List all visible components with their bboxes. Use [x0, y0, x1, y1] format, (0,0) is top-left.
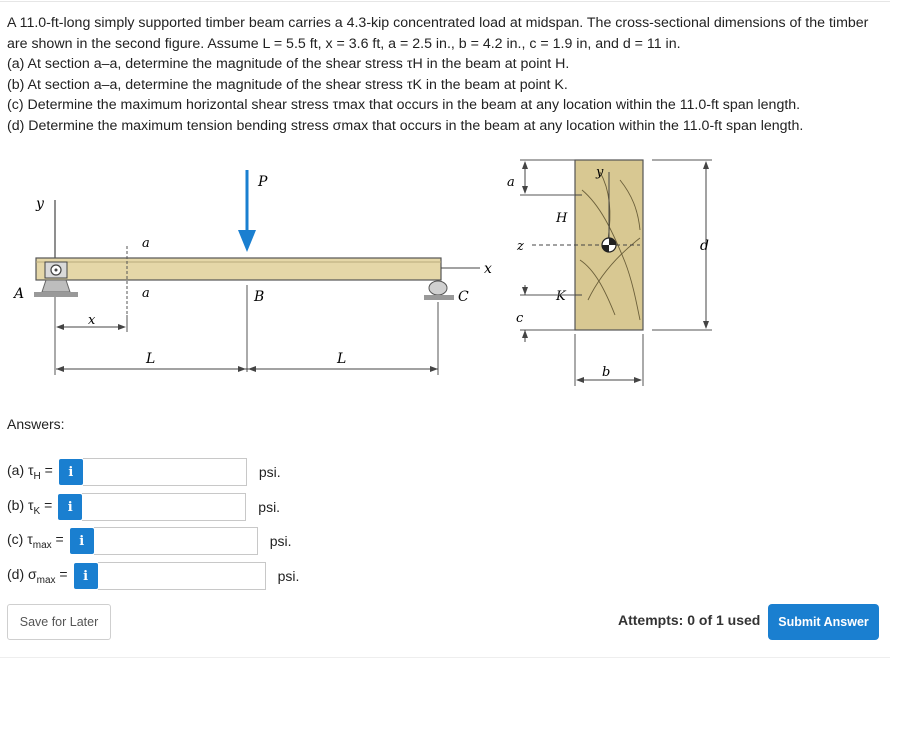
answer-b-label: (b) $\tau_K$ = [7, 497, 53, 517]
info-icon[interactable]: i [58, 494, 82, 520]
problem-intro: A 11.0-ft-long simply supported timber beam carries a 4.3-kip concentrated load at midspan. The cross-sectional dimensions of the timber are shown in the second figure. Assume L = 5.5 ft, x = 3.6 ft, a = 2.5 in., b = 4.2 in., c = 1.9 in, and d = 11 in. [7, 15, 869, 52]
label-L-right: L [337, 351, 347, 367]
beam-figure [0, 150, 901, 390]
label-P: P [258, 174, 268, 190]
load-arrow [238, 230, 256, 252]
label-C: C [458, 289, 469, 305]
beam [36, 258, 441, 280]
answer-row-b [7, 492, 280, 522]
label-a-dim: a [507, 175, 515, 190]
submit-answer-button[interactable]: Submit Answer [768, 604, 879, 640]
problem-part-a: (a) At section a–a, determine the magnitude of the shear stress τH in the beam at point H. [7, 56, 570, 72]
answer-d-label: (d) $\sigma_{max}$ = [7, 566, 68, 586]
answers-heading: Answers: [7, 416, 65, 432]
problem-part-d: (d) Determine the maximum tension bending stress σmax that occurs in the beam at any location within the 11.0-ft span length. [7, 117, 804, 134]
answer-a-label: (a) $\tau_H$ = [7, 462, 53, 482]
label-L-left: L [146, 351, 156, 367]
answer-c-input[interactable] [94, 527, 258, 555]
answer-c-unit: psi. [269, 533, 292, 549]
label-y-section: y [596, 165, 604, 180]
answer-d-unit: psi. [277, 568, 300, 584]
label-c-dim: c [516, 311, 524, 326]
label-x-dim: x [88, 313, 96, 328]
label-a-bottom: a [142, 286, 150, 301]
answer-b-input[interactable] [82, 493, 246, 521]
label-H: H [556, 211, 568, 226]
answer-row-d [7, 561, 299, 591]
answer-b-unit: psi. [258, 499, 281, 515]
answer-a-unit: psi. [258, 464, 281, 480]
label-K: K [556, 289, 566, 304]
label-b-dim: b [602, 365, 611, 380]
info-icon[interactable]: i [74, 563, 98, 589]
problem-part-c: (c) Determine the maximum horizontal shear stress τmax that occurs in the beam at any location within the 11.0-ft span length. [7, 97, 801, 113]
save-for-later-button[interactable]: Save for Later [7, 604, 111, 640]
cross-section [532, 160, 643, 330]
answer-row-c [7, 526, 292, 556]
label-a-top: a [142, 236, 150, 251]
label-y-left: y [36, 196, 44, 212]
answer-c-label: (c) $\tau_{max}$ = [7, 531, 64, 551]
answer-row-a [7, 457, 281, 487]
info-icon[interactable]: i [70, 528, 94, 554]
label-x-axis: x [484, 261, 492, 277]
top-divider [0, 1, 890, 2]
label-z: z [517, 239, 524, 254]
label-B: B [254, 289, 265, 305]
attempts-counter: Attempts: 0 of 1 used [618, 612, 761, 628]
roller-support-c [424, 281, 454, 300]
label-d-dim: d [700, 238, 709, 254]
problem-part-b: (b) At section a–a, determine the magnitude of the shear stress τK in the beam at point K. [7, 76, 568, 93]
info-icon[interactable]: i [59, 459, 83, 485]
label-A: A [14, 286, 25, 302]
answer-a-input[interactable] [83, 458, 247, 486]
bottom-divider [0, 657, 890, 658]
answer-d-input[interactable] [98, 562, 266, 590]
problem-statement [7, 13, 892, 136]
